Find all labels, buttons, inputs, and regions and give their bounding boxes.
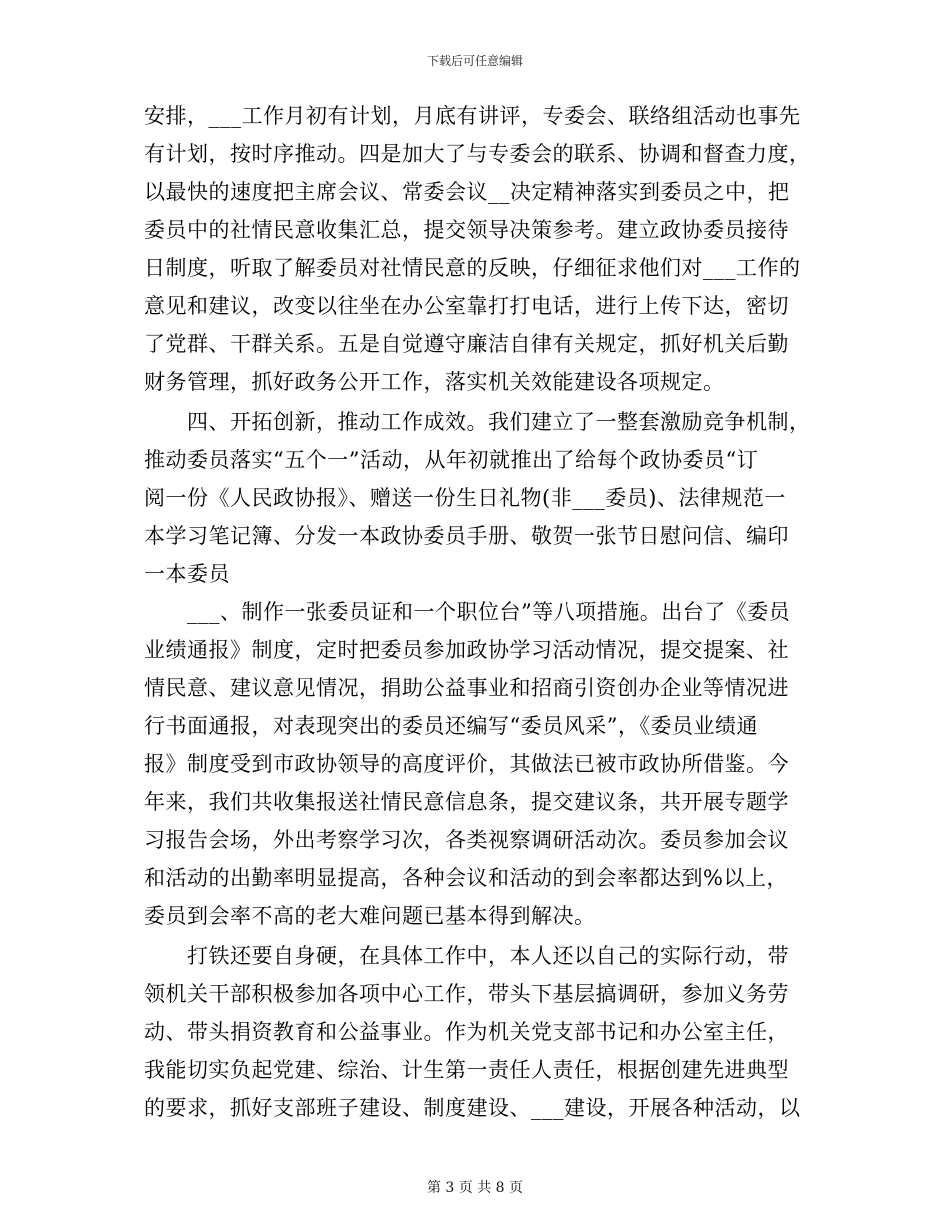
text-line: 情民意、建议意见情况，捐助公益事业和招商引资创办企业等情况进 <box>144 676 789 700</box>
text-line: 和活动的出勤率明显提高，各种会议和活动的到会率都达到%以上， <box>144 866 788 890</box>
text-line: 业绩通报》制度，定时把委员参加政协学习活动情况，提交提案、社 <box>144 638 789 662</box>
page-header: 下载后可任意编辑 <box>426 54 523 68</box>
text-line: 习报告会场，外出考察学习次，各类视察调研活动次。委员参加会议 <box>144 828 789 852</box>
paragraph-start-line: 四、开拓创新，推动工作成效。我们建立了一整套激励竞争机制， <box>144 410 811 434</box>
text-line: 委员到会率不高的老大难问题已基本得到解决。 <box>144 904 596 928</box>
text-line: 一本委员 <box>144 562 230 586</box>
text-line: 年来，我们共收集报送社情民意信息条，提交建议条，共开展专题学 <box>144 790 789 814</box>
text-line: 的要求，抓好支部班子建设、制度建设、___建设，开展各种活动，以 <box>144 1096 801 1120</box>
text-line: 财务管理，抓好政务公开工作，落实机关效能建设各项规定。 <box>144 370 725 394</box>
text-line: 了党群、干群关系。五是自觉遵守廉洁自律有关规定，抓好机关后勤 <box>144 332 789 356</box>
text-line: 有计划，按时序推动。四是加大了与专委会的联系、协调和督查力度， <box>144 142 811 166</box>
text-line: 行书面通报，对表现突出的委员还编写“委员风采”，《委员业绩通 <box>144 714 758 738</box>
text-line: 以最快的速度把主席会议、常委会议__决定精神落实到委员之中，把 <box>144 180 790 204</box>
text-line: 意见和建议，改变以往坐在办公室靠打打电话，进行上传下达，密切 <box>144 294 789 318</box>
text-line: 领机关干部积极参加各项中心工作，带头下基层搞调研，参加义务劳 <box>144 982 789 1006</box>
text-line: 推动委员落实“五个一”活动，从年初就推出了给每个政协委员“订 <box>144 448 759 472</box>
text-line: 委员中的社情民意收集汇总，提交领导决策参考。建立政协委员接待 <box>144 218 789 242</box>
text-line: 动、带头捐资教育和公益事业。作为机关党支部书记和办公室主任， <box>144 1020 789 1044</box>
page-number-footer: 第 3 页 共 8 页 <box>426 1180 524 1196</box>
paragraph-start-line: ___、制作一张委员证和一个职位台”等八项措施。出台了《委员 <box>144 600 791 624</box>
text-line: 报》制度受到市政协领导的高度评价，其做法已被市政协所借鉴。今 <box>144 752 789 776</box>
text-line: 阅一份《人民政协报》、赠送一份生日礼物(非___委员)、法律规范一 <box>144 486 786 510</box>
text-line: 本学习笔记簿、分发一本政协委员手册、敬贺一张节日慰问信、编印 <box>144 524 789 548</box>
paragraph-start-line: 打铁还要自身硬，在具体工作中，本人还以自己的实际行动，带 <box>144 944 789 968</box>
text-line: 安排，___工作月初有计划，月底有讲评，专委会、联络组活动也事先 <box>144 104 801 128</box>
text-line: 我能切实负起党建、综治、计生第一责任人责任，根据创建先进典型 <box>144 1058 789 1082</box>
document-body <box>144 104 809 1134</box>
text-line: 日制度，听取了解委员对社情民意的反映，仔细征求他们对___工作的 <box>144 256 801 280</box>
